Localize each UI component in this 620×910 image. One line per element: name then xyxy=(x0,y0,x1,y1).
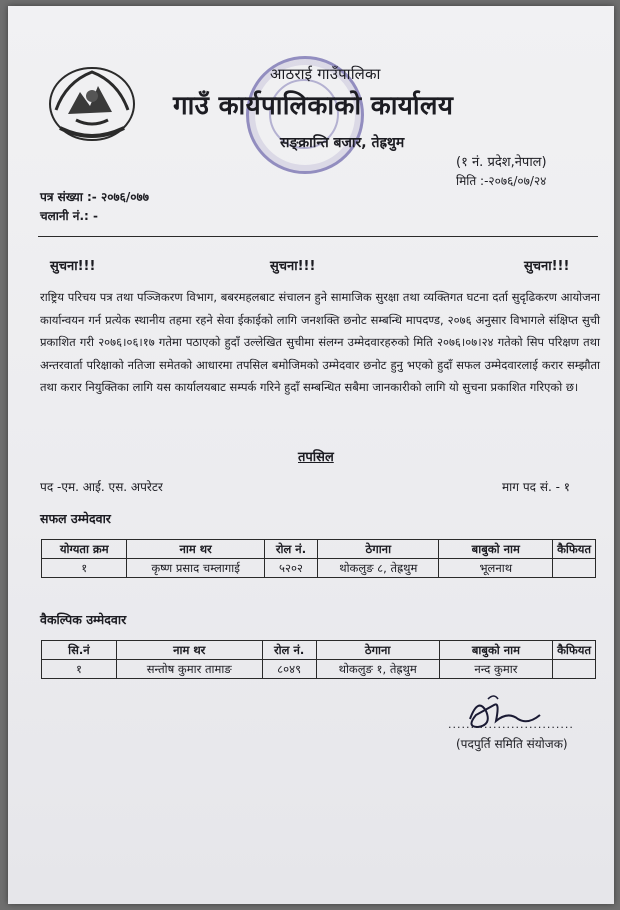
nepal-emblem-icon xyxy=(46,62,138,146)
table-cell: ५२०२ xyxy=(264,559,317,578)
post-title: पद -एम. आई. एस. अपरेटर xyxy=(40,480,163,494)
office-title: गाउँ कार्यपालिकाको कार्यालय xyxy=(173,91,454,121)
office-address: सङ्क्रान्ति बजार, तेह्रथुम xyxy=(280,135,405,151)
column-header: योग्यता क्रम xyxy=(42,540,127,559)
column-header: रोल नं. xyxy=(264,540,317,559)
table-cell xyxy=(553,660,596,679)
letter-reference-number: पत्र संख्या :- २०७६/०७७ xyxy=(40,190,150,204)
column-header: रोल नं. xyxy=(262,641,316,660)
successful-candidates-table xyxy=(41,539,596,578)
alternate-candidates-table xyxy=(41,640,596,679)
table-cell: कृष्ण प्रसाद चम्लागाई xyxy=(127,559,264,578)
notice-label: सुचना!!! xyxy=(524,259,570,274)
municipality-name: आठराई गाउँपालिका xyxy=(270,65,381,83)
column-header: नाम थर xyxy=(127,540,264,559)
signatory-title: (पदपुर्ति समिति संयोजक) xyxy=(456,737,568,751)
table-cell: ८०४९ xyxy=(262,660,316,679)
header-divider xyxy=(38,236,598,237)
province-label: (१ नं. प्रदेश,नेपाल) xyxy=(456,155,547,170)
dispatch-number: चलानी नं.: - xyxy=(40,209,98,223)
table-cell: १ xyxy=(42,559,127,578)
column-header: कैफियत xyxy=(553,540,596,559)
column-header: ठेगाना xyxy=(316,641,439,660)
column-header: बाबुको नाम xyxy=(439,641,552,660)
column-header: बाबुको नाम xyxy=(439,540,553,559)
table-cell: नन्द कुमार xyxy=(439,660,552,679)
table-cell: थोकलुङ ८, तेह्रथुम xyxy=(318,559,439,578)
table-cell: भूलनाथ xyxy=(439,559,553,578)
letter-paper xyxy=(8,6,614,904)
notice-body: राष्ट्रिय परिचय पत्र तथा पञ्जिकरण विभाग, बबरमहलबाट संचालन हुने सामाजिक सुरक्षा तथा व्यक्तिगत घटना दर्ता सुदृढिकरण आयोजना कार्यान्वयन गर्न प्रत्येक स्थानीय तहमा रहने सेवा ईकाईको लागि जनशक्ति छनोट सम्बन्धि मापदण्ड, २०७६ अनुसार विभागले संक्षिप्त सुची प्रकाशित गरी २०७६।०६।१७ गतेमा पठाएको हुदाँ उल्लेखित सुचीमा संलग्न उम्मेदवारहरुको मिति २०७६।०७।२४ गतेको सिप परिक्षण तथा अन्तरवार्ता परिक्षाको नतिजा समेतको आधारमा तपसिल बमोजिमको उम्मेदवार छनोट हुनु भएको हुदाँ सफल उम्मेदवारलाई करार सम्झौता तथा करार नियुक्तिका लागि यस कार्यालयबाट सम्पर्क गरिने हुदाँ सम्बन्धित सबैमा जानकारीको लागि यो सुचना प्रकाशित गरिएको छ। xyxy=(40,290,600,394)
column-header: सि.नं xyxy=(42,641,117,660)
column-header: नाम थर xyxy=(116,641,262,660)
table-row xyxy=(42,559,596,578)
notice-label: सुचना!!! xyxy=(50,259,96,274)
notice-label: सुचना!!! xyxy=(270,259,316,274)
table-row xyxy=(42,660,596,679)
details-heading: तपसिल xyxy=(298,450,334,465)
table-cell: थोकलुङ १, तेह्रथुम xyxy=(316,660,439,679)
successful-candidates-heading: सफल उम्मेदवार xyxy=(40,511,111,526)
table-cell: सन्तोष कुमार तामाङ xyxy=(116,660,262,679)
demand-count: माग पद सं. - १ xyxy=(502,480,570,494)
column-header: ठेगाना xyxy=(318,540,439,559)
table-cell: १ xyxy=(42,660,117,679)
letter-date: मिति :-२०७६/०७/२४ xyxy=(456,174,547,188)
table-header-row xyxy=(42,641,596,660)
signature-line: ............................ xyxy=(448,718,574,731)
column-header: कैफियत xyxy=(553,641,596,660)
table-header-row xyxy=(42,540,596,559)
alternate-candidates-heading: वैकल्पिक उम्मेदवार xyxy=(40,612,127,627)
table-cell xyxy=(553,559,596,578)
